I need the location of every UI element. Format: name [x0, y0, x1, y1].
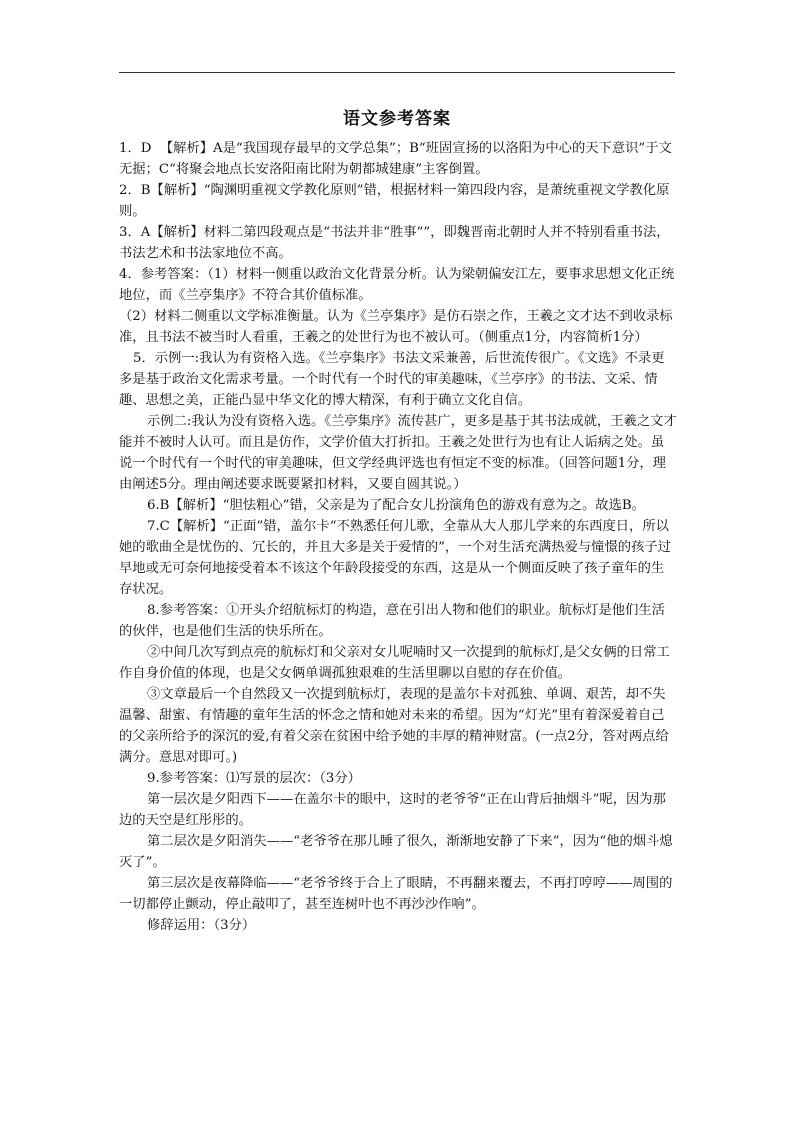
answer-5-example2: 示例二:我认为没有资格入选。《兰亭集序》流传甚广，更多是基于其书法成就，王羲之文才能并不被时人认可。而且是仿作，文学价值大打折扣。王羲之处世行为也有让人诟病之处。虽说一个时代有一个时代的审美趣味，但文学经典评选也有恒定不变的标准。（回答问题1分，理由阐述5分。理由阐述要求既要紧扣材料，又要自圆其说。） [119, 414, 677, 492]
answer-6: 6.B【解析】“胆怯粗心”错，父亲是为了配合女儿扮演角色的游戏有意为之。故选B。 [147, 498, 645, 513]
page-title: 语文参考答案 [343, 109, 451, 129]
answer-1: 1．D 【解析】A是“我国现存最早的文学总集”；B“班固宣扬的以洛阳为中心的天下意识”于文无据；C“将聚会地点长安洛阳南比附为朝都城建康”主客倒置。 [119, 141, 672, 177]
answer-9-rhetoric: 修辞运用：（3分） [147, 918, 256, 933]
answer-8-point3: ③文章最后一个自然段又一次提到航标灯，表现的是盖尔卡对孤独、单调、艰苦，却不失温馨、甜蜜、有情趣的童年生活的怀念之情和她对未来的希望。因为“灯光”里有着深爱着自己的父亲所给予的深沉的爱,有着父亲在贫困中给予她的丰厚的精神财富。(一点2分，答对两点给满分。意思对即可。) [119, 687, 669, 765]
answer-5-example1: 5．示例一:我认为有资格入选。《兰亭集序》书法文采兼善，后世流传很广。《文选》不录更多是基于政治文化需求考量。一个时代有一个时代的审美趣味，《兰亭序》的书法、文采、情趣、思想之美，正能凸显中华文化的博大精深，有利于确立文化自信。 [119, 351, 665, 408]
answer-7: 7.C【解析】“正面”错，盖尔卡“不熟悉任何儿歌，全靠从大人那儿学来的东西度日，所以她的歌曲全是忧伤的、冗长的，并且大多是关于爱情的”，一个对生活充满热爱与憧憬的孩子过早地或无可奈何地接受着本不该这个年龄段接受的东西，这是从一个侧面反映了孩子童年的生存状况。 [119, 519, 671, 597]
answer-4-part2: （2）材料二侧重以文学标准衡量。认为《兰亭集序》是仿石崇之作，王羲之文才达不到收录标准，且书法不被当时人看重，王羲之的处世行为也不被认可。（侧重点1分，内容简析1分） [119, 309, 673, 345]
answer-2: 2．B【解析】“陶渊明重视文学教化原则”错，根据材料一第四段内容，是萧统重视文学教化原则。 [119, 183, 670, 219]
answer-body [119, 138, 677, 936]
answer-4-part1: 4．参考答案：（1）材料一侧重以政治文化背景分析。认为梁朝偏安江左，要事求思想文化正统地位，而《兰亭集序》不符合其价值标准。 [119, 267, 675, 303]
answer-8-point2: ②中间几次写到点亮的航标灯和父亲对女儿呢喃时又一次提到的航标灯,是父女俩的日常工作自身价值的体现，也是父女俩单调孤独艰难的生活里聊以自慰的存在价值。 [119, 645, 670, 681]
answer-8-point1: 8.参考答案：①开头介绍航标灯的构造，意在引出人物和他们的职业。航标灯是他们生活的伙伴，也是他们生活的快乐所在。 [119, 603, 665, 639]
answer-9-layer1: 第一层次是夕阳西下——在盖尔卡的眼中，这时的老爷爷“正在山背后抽烟斗”呢，因为那边的天空是红彤彤的。 [119, 792, 666, 828]
answer-9-layer2: 第二层次是夕阳消失——“老爷爷在那儿睡了很久，渐渐地安静了下来”，因为“他的烟斗熄灭了”。 [119, 834, 673, 870]
answer-9-layer3: 第三层次是夜幕降临——“老爷爷终于合上了眼睛，不再翻来覆去，不再打哼哼——周围的一切都停止颤动，停止敲叩了，甚至连树叶也不再沙沙作响”。 [119, 876, 673, 912]
answer-3: 3．A【解析】材料二第四段观点是“书法并非“胜事””，即魏晋南北朝时人并不特别看重书法，书法艺术和书法家地位不高。 [119, 225, 670, 261]
answer-9-heading: 9.参考答案：⑴写景的层次：（3分） [147, 771, 361, 786]
header-rule [119, 72, 675, 73]
